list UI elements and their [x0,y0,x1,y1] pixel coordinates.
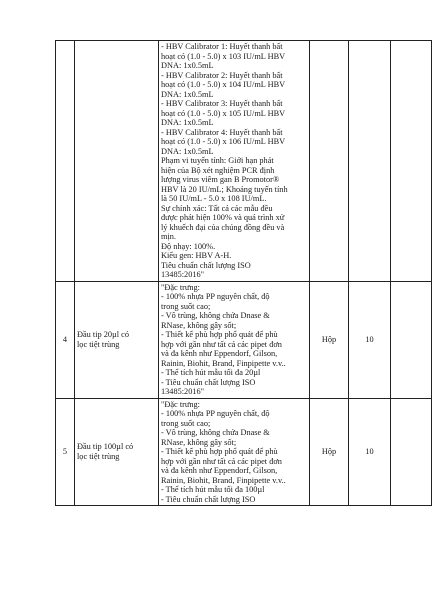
empty-cell [391,41,432,282]
product-specification [159,398,310,506]
specification-line: Kiểu gen: HBV A-H. [161,251,232,260]
specification-line: - Vô trùng, không chứa Dnase & [161,311,270,320]
specification-line: - 100% nhựa PP nguyên chất, độ [161,409,270,418]
product-name [75,41,159,282]
specification-line: - HBV Calibrator 2: Huyết thanh bất [161,70,283,80]
product-name-line: lọc tiệt trùng [77,451,120,461]
specification-line: được phát hiện 100% và quá trình xử [161,213,285,222]
specification-line: - HBV Calibrator 1: Huyết thanh bất [161,42,283,51]
specification-line: RNase, không gây sốt; [161,320,237,330]
specification-line: hoạt có (1.0 - 5.0) x 103 IU/mL HBV [161,51,286,61]
specification-line: "Đặc trưng: [161,399,200,409]
specification-line: - Thiết kế phù hợp phổ quát để phù [161,447,278,456]
specification-line: hoạt có (1.0 - 5.0) x 104 IU/mL HBV [161,80,286,89]
product-table [55,40,432,506]
product-name-line: lọc tiệt trùng [77,339,120,349]
specification-line: trong suốt cao; [161,418,211,428]
specification-line: lượng virus viêm gan B Promotor® [161,175,280,184]
row-number [56,41,75,282]
specification-line: mịn. [161,232,176,241]
specification-line: DNA: 1x0.5mL [161,89,214,99]
table-row [56,41,432,282]
specification-line: RNase, không gây sốt; [161,437,237,447]
specification-line: - Tiêu chuẩn chất lượng ISO [161,377,256,387]
specification-line: - HBV Calibrator 3: Huyết thanh bất [161,99,283,108]
specification-line: - Thể tích hút mẫu tối đa 20µl [161,368,261,377]
product-name [75,398,159,506]
specification-line: 13485:2016" [161,387,205,396]
specification-line: - Tiêu chuẩn chất lượng ISO [161,494,256,504]
specification-line: lý khuếch đại của chúng đồng đều và [161,222,285,232]
unit [310,41,349,282]
specification-line: - Vô trùng, không chứa Dnase & [161,428,270,437]
product-name [75,281,159,398]
specification-line: hoạt có (1.0 - 5.0) x 106 IU/mL HBV [161,137,286,146]
specification-line: hiện của Bộ xét nghiệm PCR định [161,165,275,175]
specification-line: Tiêu chuẩn chất lượng ISO [161,260,251,270]
empty-cell [391,398,432,506]
specification-line: DNA: 1x0.5mL [161,146,214,156]
specification-line: Rainin, Biohit, Brand, Finpipette v.v.. [161,475,286,485]
quantity: 10 [349,281,391,398]
specification-line: Phạm vi tuyến tính: Giới hạn phát [161,156,274,165]
specification-line: DNA: 1x0.5mL [161,118,214,127]
specification-line: - HBV Calibrator 4: Huyết thanh bất [161,127,283,137]
product-name-line: Đầu tip 100µl có [77,442,134,452]
specification-line: - 100% nhựa PP nguyên chất, độ [161,292,270,301]
product-specification [159,41,310,282]
specification-line: - Thể tích hút mẫu tối đa 100µl [161,485,265,494]
product-specification [159,281,310,398]
quantity: 10 [349,398,391,506]
specification-line: hoạt có (1.0 - 5.0) x 105 IU/mL HBV [161,108,286,118]
unit: Hộp [310,398,349,506]
table-row [56,398,432,506]
specification-line: Sự chính xác: Tất cả các mẫu đều [161,203,273,213]
specification-line: HBV là 20 IU/mL; Khoảng tuyến tính [161,184,288,194]
specification-line: "Đặc trưng: [161,282,200,292]
specification-line: DNA: 1x0.5mL [161,61,214,70]
specification-line: và đa kênh như Eppendorf, Gilson, [161,349,278,358]
specification-line: 13485:2016" [161,270,205,279]
specification-line: hợp với gần như tất cả các pipet đơn [161,456,282,466]
product-name-line: Đầu tip 20µl có [77,330,130,339]
table-body [56,41,432,506]
row-number: 5 [56,398,75,506]
specification-line: trong suốt cao; [161,301,211,311]
specification-line: - Thiết kế phù hợp phổ quát để phù [161,330,278,339]
specification-line: là 50 IU/mL - 5.0 x 108 IU/mL. [161,194,267,203]
specification-line: và đa kênh như Eppendorf, Gilson, [161,466,278,475]
specification-line: Rainin, Biohit, Brand, Finpipette v.v.. [161,358,286,368]
unit: Hộp [310,281,349,398]
row-number: 4 [56,281,75,398]
specification-line: Độ nhạy: 100%. [161,241,216,251]
specification-line: hợp với gần như tất cả các pipet đơn [161,339,282,349]
empty-cell [391,281,432,398]
table-row [56,281,432,398]
quantity [349,41,391,282]
